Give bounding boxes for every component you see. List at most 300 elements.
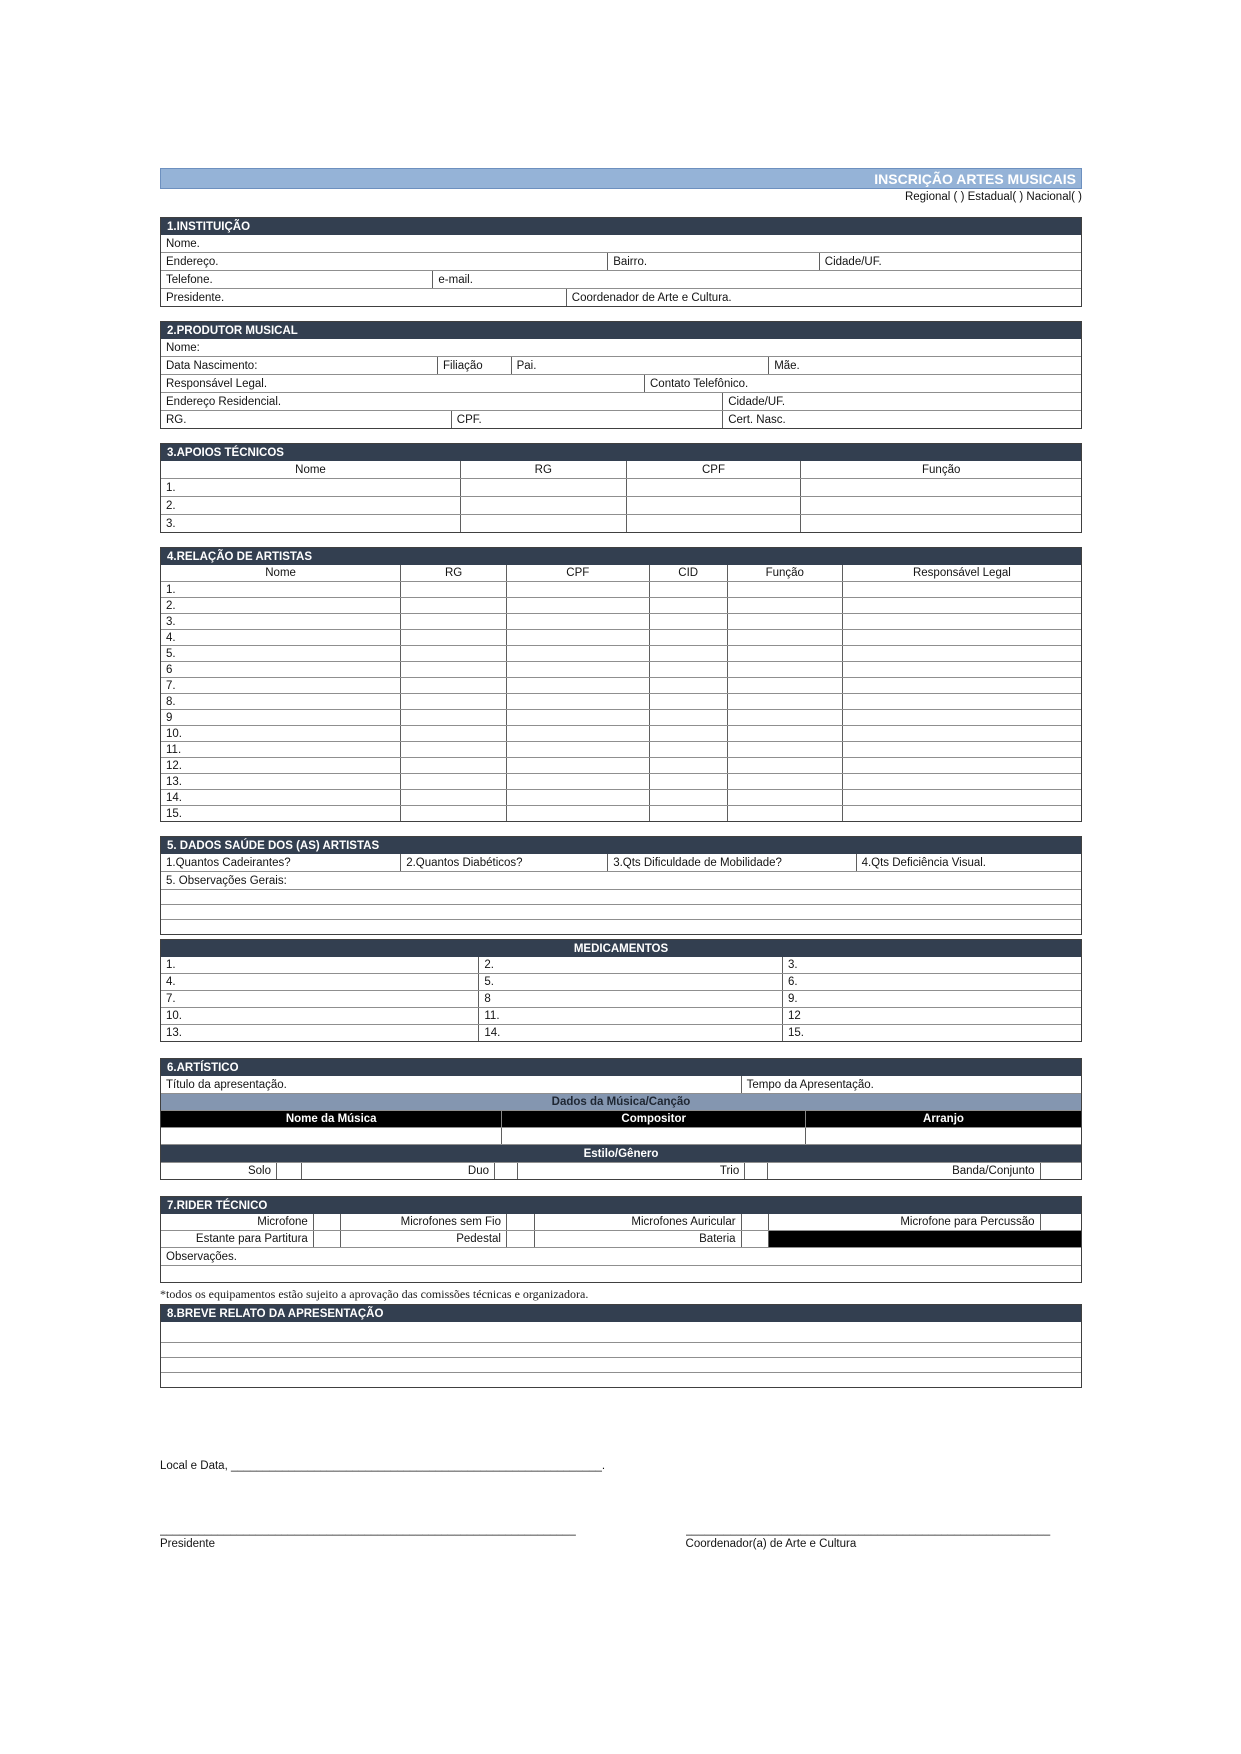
artista-2-cpf[interactable] [506,598,649,613]
label-nome: Nome. [166,237,200,250]
artista-1-cid[interactable] [649,582,727,597]
artista-7-responsavel[interactable] [842,678,1081,693]
column-header-rg: RG [400,565,506,581]
label-responsavel-legal: Responsável Legal. [166,377,268,390]
artista-5-cid[interactable] [649,646,727,661]
rider-blank-line[interactable] [161,1266,1081,1282]
table-row [161,478,1081,496]
field-quantos-diabeticos[interactable] [400,854,607,871]
artista-13-responsavel[interactable] [842,774,1081,789]
artista-9-rg[interactable] [400,710,506,725]
row-number: 15. [166,807,182,820]
artista-11-cpf[interactable] [506,742,649,757]
signature-block-coordenador [686,1524,1082,1550]
label-endereco-residencial: Endereço Residencial. [166,395,282,408]
blocked-cell [768,1231,1081,1247]
artista-2-nome[interactable] [161,598,400,613]
table-row [161,904,1081,919]
medicamento-2[interactable] [478,957,782,973]
row-number: 10. [166,727,182,740]
artista-1-funcao[interactable] [727,582,842,597]
artista-15-cpf[interactable] [506,806,649,821]
artista-8-rg[interactable] [400,694,506,709]
artista-1-nome[interactable] [161,582,400,597]
row-number: 5. [166,647,176,660]
table-row [161,709,1081,725]
local-e-data-line[interactable]: Local e Data, __________________________________________________________. [160,1460,606,1472]
table-row [161,773,1081,789]
section-artistas-title: 4.RELAÇÃO DE ARTISTAS [161,548,1081,565]
artista-14-nome[interactable] [161,790,400,805]
table-row [161,629,1081,645]
field-endereco[interactable] [161,253,607,270]
table-row [161,693,1081,709]
artista-13-cid[interactable] [649,774,727,789]
column-header-cid: CID [649,565,727,581]
artista-7-cid[interactable] [649,678,727,693]
checkbox-microfone[interactable] [313,1214,341,1230]
artista-9-cpf[interactable] [506,710,649,725]
artista-10-responsavel[interactable] [842,726,1081,741]
artista-7-rg[interactable] [400,678,506,693]
signature-label-presidente: Presidente [160,1538,215,1550]
label-bateria: Bateria [534,1231,741,1247]
column-header-cpf: CPF [506,565,649,581]
section-dados-saude [160,836,1082,935]
column-header-arranjo: Arranjo [805,1111,1081,1127]
medicamento-12[interactable] [782,1008,1081,1024]
label-presidente: Presidente. [166,291,225,304]
artista-12-funcao[interactable] [727,758,842,773]
signature-line-coordenador[interactable]: _________________________________________________________ [685,1524,1051,1536]
row-number: 3. [166,615,176,628]
checkbox-solo[interactable] [276,1163,301,1179]
signature-block-presidente [160,1524,686,1550]
label-duo: Duo [301,1163,494,1179]
artista-4-cpf[interactable] [506,630,649,645]
artista-11-nome[interactable] [161,742,400,757]
artista-5-nome[interactable] [161,646,400,661]
artista-8-cid[interactable] [649,694,727,709]
apoio-row-2-funcao[interactable] [800,497,1081,514]
label-observacoes-gerais: 5. Observações Gerais: [166,874,287,887]
artista-10-nome[interactable] [161,726,400,741]
section-apoios-tecnicos [160,443,1082,533]
artista-4-rg[interactable] [400,630,506,645]
column-header-responsavel-legal: Responsável Legal [842,565,1081,581]
row-number: 3. [787,959,798,971]
artista-15-cid[interactable] [649,806,727,821]
field-observacoes-gerais[interactable] [161,872,1081,889]
artista-5-responsavel[interactable] [842,646,1081,661]
table-row [161,645,1081,661]
field-contato-telefonico[interactable] [644,375,1081,392]
medicamento-11[interactable] [478,1008,782,1024]
label-pedestal: Pedestal [340,1231,506,1247]
artista-9-nome[interactable] [161,710,400,725]
row-number: 12. [166,759,182,772]
field-rg[interactable] [161,411,451,428]
section-rider-title: 7.RIDER TÉCNICO [161,1197,1081,1214]
artista-15-responsavel[interactable] [842,806,1081,821]
label-filiacao-text: Filiação [443,359,483,372]
field-pai[interactable] [511,357,769,374]
field-dificuldade-mobilidade[interactable] [607,854,855,871]
row-number: 5. [484,976,494,988]
field-instituicao-nome[interactable] [161,235,1081,252]
artista-6-cid[interactable] [649,662,727,677]
medicamento-4[interactable] [161,974,478,990]
medicamento-6[interactable] [782,974,1081,990]
row-number: 3. [166,517,176,530]
row-number: 7. [166,993,176,1005]
relato-blank-line[interactable] [161,1322,1081,1342]
medicamento-7[interactable] [161,991,478,1007]
field-cidade-uf[interactable] [819,253,1081,270]
row-number: 14. [484,1027,501,1039]
subheader-dados-musica: Dados da Música/Canção [161,1093,1081,1110]
row-number: 6. [787,976,798,988]
label-nome: Nome: [166,341,200,354]
artista-3-cpf[interactable] [506,614,649,629]
field-endereco-residencial[interactable] [161,393,722,410]
table-row [161,1265,1081,1282]
field-rider-observacoes[interactable] [161,1248,1081,1265]
field-coordenador[interactable] [566,289,1081,306]
artista-8-responsavel[interactable] [842,694,1081,709]
table-row [161,757,1081,773]
field-arranjo[interactable] [805,1128,1081,1144]
label-deficiencia-visual: 4.Qts Deficiência Visual. [861,856,987,869]
section-instituicao [160,217,1082,307]
row-number: 2. [484,959,494,971]
row-number: 2. [166,599,176,612]
column-header-cpf: CPF [626,461,801,478]
table-row [161,741,1081,757]
row-number: 9. [787,993,798,1005]
label-trio: Trio [517,1163,744,1179]
field-data-nascimento[interactable] [161,357,437,374]
apoio-row-1-cpf[interactable] [626,479,801,496]
label-mae: Mãe. [774,359,800,372]
observacoes-blank-line[interactable] [161,920,1081,934]
artista-2-rg[interactable] [400,598,506,613]
artista-11-rg[interactable] [400,742,506,757]
row-number: 11. [484,1010,500,1022]
artista-6-responsavel[interactable] [842,662,1081,677]
field-produtor-cidade-uf[interactable] [722,393,1081,410]
scope-checkboxes-line[interactable]: Regional ( ) Estadual( ) Nacional( ) [904,191,1082,203]
label-microfones-sem-fio: Microfones sem Fio [340,1214,506,1230]
medicamento-1[interactable] [161,957,478,973]
label-bairro: Bairro. [613,255,648,268]
artista-10-funcao[interactable] [727,726,842,741]
artista-9-responsavel[interactable] [842,710,1081,725]
column-header-funcao: Função [727,565,842,581]
relato-blank-line[interactable] [161,1358,1081,1372]
table-row [161,1127,1081,1144]
label-banda-conjunto: Banda/Conjunto [767,1163,1039,1179]
apoio-row-1-nome[interactable] [161,479,460,496]
column-header-funcao: Função [800,461,1081,478]
label-microfone-percussao: Microfone para Percussão [768,1214,1039,1230]
apoio-row-1-rg[interactable] [460,479,626,496]
artista-14-cid[interactable] [649,790,727,805]
artista-11-responsavel[interactable] [842,742,1081,757]
label-estante-partitura: Estante para Partitura [195,1233,308,1245]
label-cadeirantes: 1.Quantos Cadeirantes? [166,856,291,869]
row-number: 1. [166,583,176,596]
section-relacao-artistas [160,547,1082,822]
checkbox-bateria[interactable] [741,1231,769,1247]
field-mae[interactable] [768,357,1081,374]
row-number: 1. [166,959,176,971]
table-row [161,725,1081,741]
apoio-row-2-nome[interactable] [161,497,460,514]
section-breve-relato [160,1304,1082,1388]
row-number: 13. [166,1027,182,1039]
apoio-row-3-funcao[interactable] [800,515,1081,532]
row-number: 12 [787,1010,801,1022]
checkbox-banda-conjunto[interactable] [1040,1163,1081,1179]
artista-12-cid[interactable] [649,758,727,773]
artista-8-cpf[interactable] [506,694,649,709]
artista-8-nome[interactable] [161,694,400,709]
checkbox-microfones-sem-fio[interactable] [506,1214,534,1230]
label-data-nascimento: Data Nascimento: [166,359,258,372]
table-row [161,597,1081,613]
row-number: 1. [166,481,176,494]
apoio-row-2-rg[interactable] [460,497,626,514]
artista-2-cid[interactable] [649,598,727,613]
artista-7-funcao[interactable] [727,678,842,693]
medicamento-8[interactable] [478,991,782,1007]
section-instituicao-title: 1.INSTITUIÇÃO [161,218,1081,235]
apoio-row-3-cpf[interactable] [626,515,801,532]
artista-15-nome[interactable] [161,806,400,821]
artista-11-cid[interactable] [649,742,727,757]
label-microfones-auricular: Microfones Auricular [534,1214,741,1230]
table-row [161,1322,1081,1342]
artista-5-funcao[interactable] [727,646,842,661]
artista-8-funcao[interactable] [727,694,842,709]
label-cpf: CPF. [456,413,482,426]
table-medicamentos [160,939,1082,1042]
table-row [161,496,1081,514]
column-header-compositor: Compositor [501,1111,805,1127]
row-number: 6 [166,663,173,676]
checkbox-pedestal[interactable] [506,1231,534,1247]
form-title-banner [160,168,1082,189]
table-row [161,919,1081,934]
field-produtor-nome[interactable] [161,339,1081,356]
artista-13-cpf[interactable] [506,774,649,789]
field-titulo-apresentacao[interactable] [161,1076,741,1093]
field-presidente[interactable] [161,289,566,306]
checkbox-microfone-percussao[interactable] [1040,1214,1081,1230]
row-number: 11. [166,743,182,756]
label-cidade-uf: Cidade/UF. [728,395,786,408]
relato-blank-line[interactable] [161,1343,1081,1357]
section-produtor-musical [160,321,1082,429]
label-diabeticos: 2.Quantos Diabéticos? [406,856,523,869]
artista-14-funcao[interactable] [727,790,842,805]
row-number: 14. [166,791,182,804]
artista-14-cpf[interactable] [506,790,649,805]
artista-6-funcao[interactable] [727,662,842,677]
artista-10-rg[interactable] [400,726,506,741]
artista-4-responsavel[interactable] [842,630,1081,645]
artista-3-rg[interactable] [400,614,506,629]
artista-4-nome[interactable] [161,630,400,645]
artista-12-rg[interactable] [400,758,506,773]
artista-14-responsavel[interactable] [842,790,1081,805]
signature-row [160,1524,1082,1550]
section-artistico-title: 6.ARTÍSTICO [161,1059,1081,1076]
relato-blank-line[interactable] [161,1373,1081,1387]
observacoes-blank-line[interactable] [161,890,1081,904]
medicamento-10[interactable] [161,1008,478,1024]
table-row [161,1342,1081,1357]
artista-10-cpf[interactable] [506,726,649,741]
table-row [161,677,1081,693]
field-cert-nasc[interactable] [722,411,1081,428]
artista-5-cpf[interactable] [506,646,649,661]
checkbox-trio[interactable] [744,1163,767,1179]
apoio-row-3-nome[interactable] [161,515,460,532]
label-cidade-uf: Cidade/UF. [824,255,882,268]
artista-12-responsavel[interactable] [842,758,1081,773]
field-email[interactable] [432,271,1081,288]
row-number: 9 [166,711,173,724]
checkbox-estante-partitura[interactable] [313,1231,341,1247]
medicamentos-title: MEDICAMENTOS [161,940,1081,957]
artista-1-cpf[interactable] [506,582,649,597]
table-row [161,613,1081,629]
artista-13-rg[interactable] [400,774,506,789]
row-number: 8 [484,993,491,1005]
artista-3-nome[interactable] [161,614,400,629]
field-telefone[interactable] [161,271,432,288]
artista-12-nome[interactable] [161,758,400,773]
observacoes-blank-line[interactable] [161,905,1081,919]
artista-6-nome[interactable] [161,662,400,677]
label-solo: Solo [247,1165,271,1177]
artista-13-nome[interactable] [161,774,400,789]
artista-12-cpf[interactable] [506,758,649,773]
checkbox-microfones-auricular[interactable] [741,1214,769,1230]
artista-2-funcao[interactable] [727,598,842,613]
artista-4-cid[interactable] [649,630,727,645]
row-number: 7. [166,679,176,692]
apoio-row-3-rg[interactable] [460,515,626,532]
table-row [161,661,1081,677]
checkbox-duo[interactable] [494,1163,517,1179]
field-compositor[interactable] [501,1128,805,1144]
medicamento-15[interactable] [782,1025,1081,1041]
field-deficiencia-visual[interactable] [856,854,1081,871]
medicamento-5[interactable] [478,974,782,990]
apoio-row-1-funcao[interactable] [800,479,1081,496]
artista-9-cid[interactable] [649,710,727,725]
artista-3-funcao[interactable] [727,614,842,629]
artista-1-rg[interactable] [400,582,506,597]
row-number: 13. [166,775,182,788]
row-number: 4. [166,631,176,644]
section-relato-title: 8.BREVE RELATO DA APRESENTAÇÃO [161,1305,1081,1322]
label-rg: RG. [166,413,187,426]
artista-6-rg[interactable] [400,662,506,677]
form-page [160,168,1082,1550]
section-rider-tecnico [160,1196,1082,1283]
artista-11-funcao[interactable] [727,742,842,757]
table-row [161,789,1081,805]
field-nome-musica[interactable] [161,1128,501,1144]
artista-15-funcao[interactable] [727,806,842,821]
section-saude-title: 5. DADOS SAÚDE DOS (AS) ARTISTAS [161,837,1081,854]
table-row [161,889,1081,904]
label-filiacao [437,357,511,374]
label-titulo-apresentacao: Título da apresentação. [166,1078,287,1091]
artista-13-funcao[interactable] [727,774,842,789]
field-quantos-cadeirantes[interactable] [161,854,400,871]
label-contato-telefonico: Contato Telefônico. [650,377,749,390]
signature-line-presidente[interactable]: _________________________________________________________________ [160,1524,576,1536]
field-bairro[interactable] [607,253,819,270]
artista-15-rg[interactable] [400,806,506,821]
medicamento-13[interactable] [161,1025,478,1041]
medicamento-9[interactable] [782,991,1081,1007]
table-row [161,1357,1081,1372]
field-responsavel-legal[interactable] [161,375,644,392]
column-header-nome: Nome [295,463,326,476]
label-microfone: Microfone [257,1216,308,1228]
artista-2-responsavel[interactable] [842,598,1081,613]
column-header-nome-musica: Nome da Música [161,1111,501,1127]
medicamento-3[interactable] [782,957,1081,973]
artista-14-rg[interactable] [400,790,506,805]
section-produtor-title: 2.PRODUTOR MUSICAL [161,322,1081,339]
artista-7-cpf[interactable] [506,678,649,693]
section-artistico [160,1058,1082,1180]
artista-7-nome[interactable] [161,678,400,693]
apoio-row-2-cpf[interactable] [626,497,801,514]
artista-6-cpf[interactable] [506,662,649,677]
field-tempo-apresentacao[interactable] [741,1076,1081,1093]
field-cpf[interactable] [451,411,722,428]
label-email: e-mail. [438,273,473,286]
artista-9-funcao[interactable] [727,710,842,725]
artista-1-responsavel[interactable] [842,582,1081,597]
row-number: 10. [166,1010,182,1022]
artista-5-rg[interactable] [400,646,506,661]
label-tempo-apresentacao: Tempo da Apresentação. [746,1078,874,1091]
label-telefone: Telefone. [166,273,213,286]
artista-10-cid[interactable] [649,726,727,741]
artista-3-cid[interactable] [649,614,727,629]
equipment-footnote: *todos os equipamentos estão sujeito a aprovação das comissões técnicas e organizadora. [160,1287,589,1301]
artista-4-funcao[interactable] [727,630,842,645]
row-number: 8. [166,695,176,708]
artista-3-responsavel[interactable] [842,614,1081,629]
table-row [161,581,1081,597]
row-number: 2. [166,499,176,512]
section-apoios-title: 3.APOIOS TÉCNICOS [161,444,1081,461]
column-header-nome: Nome [265,567,296,579]
label-cert-nasc: Cert. Nasc. [728,413,786,426]
medicamento-14[interactable] [478,1025,782,1041]
label-mobilidade: 3.Qts Dificuldade de Mobilidade? [613,856,782,869]
